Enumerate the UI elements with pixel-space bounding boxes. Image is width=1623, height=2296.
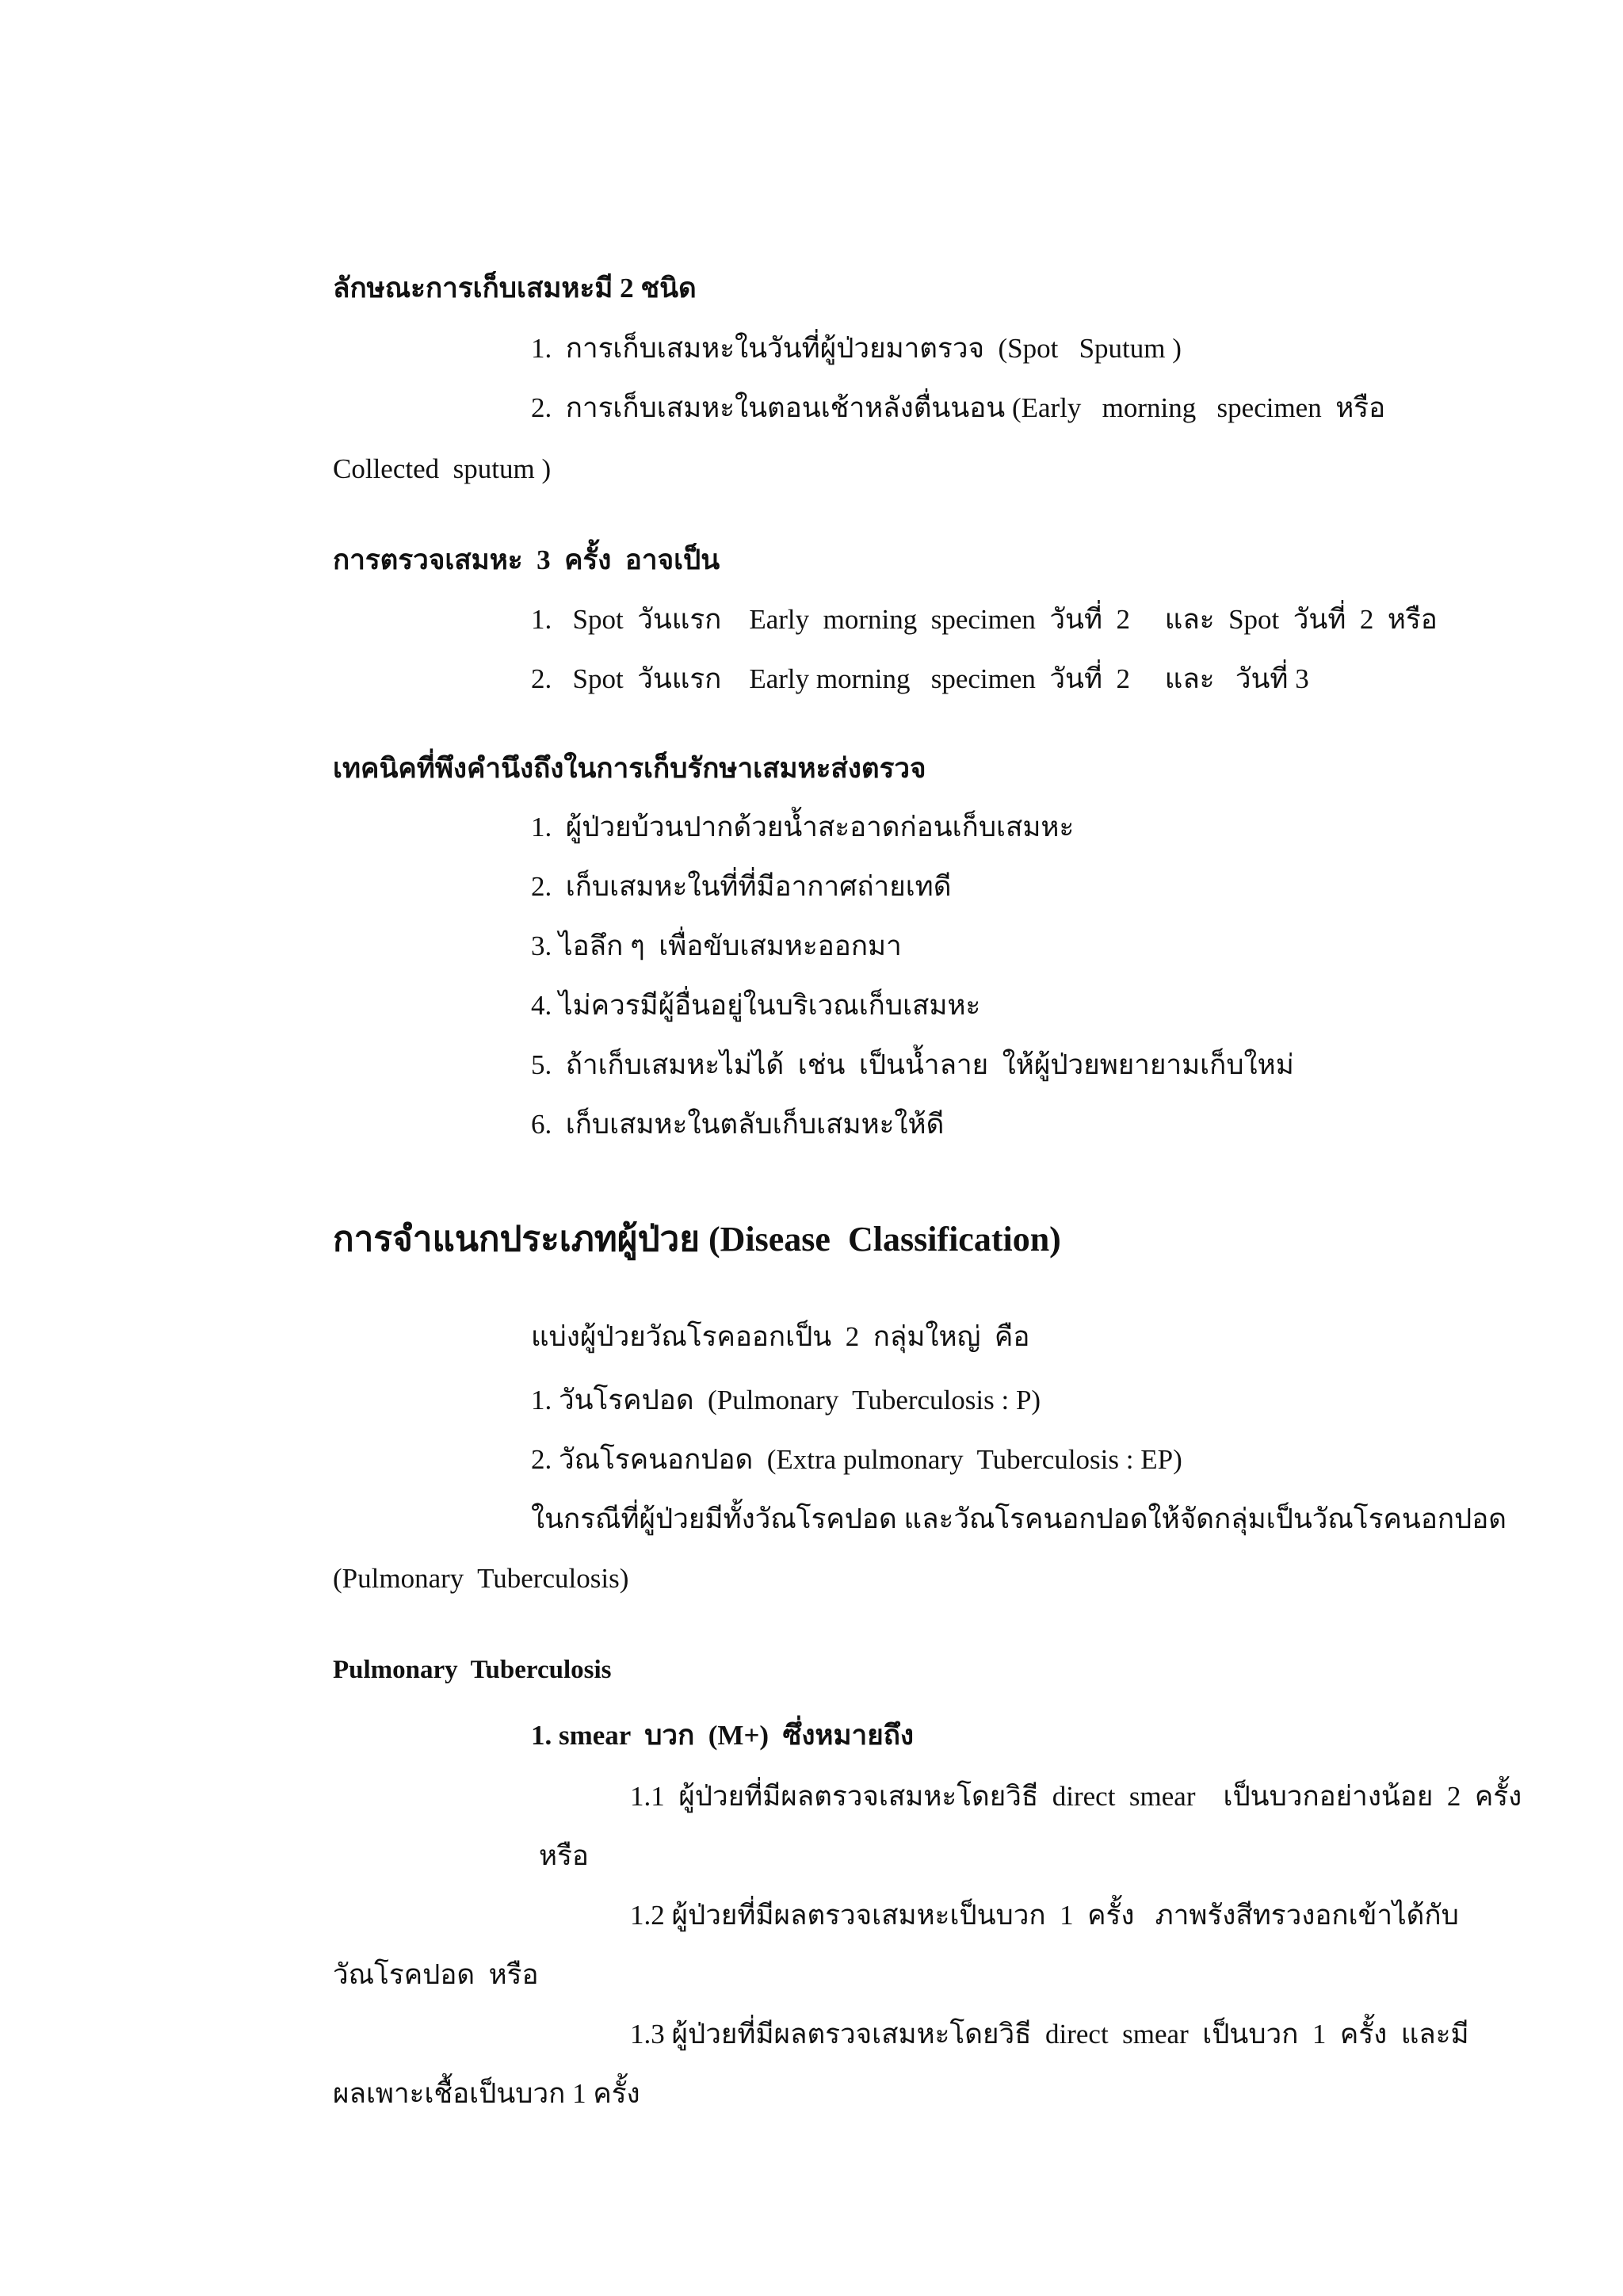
section5-item-1-1-line1: 1.1 ผู้ป่วยที่มีผลตรวจเสมหะโดยวิธี direct smear เป็นบวกอย่างน้อย 2 ครั้ง xyxy=(630,1781,1522,1812)
section2-heading: การตรวจเสมหะ 3 ครั้ง อาจเป็น xyxy=(333,544,720,575)
section2-item-2: 2. Spot วันแรก Early morning specimen วันที่ 2 และ วันที่ 3 xyxy=(531,663,1309,694)
section4-intro: แบ่งผู้ป่วยวัณโรคออกเป็น 2 กลุ่มใหญ่ คือ xyxy=(531,1321,1030,1352)
section2-item-1: 1. Spot วันแรก Early morning specimen วันที่ 2 และ Spot วันที่ 2 หรือ xyxy=(531,604,1438,635)
section1-item-2-line1: 2. การเก็บเสมหะในตอนเช้าหลังตื่นนอน (Early morning specimen หรือ xyxy=(531,392,1386,423)
section1-heading: ลักษณะการเก็บเสมหะมี 2 ชนิด xyxy=(333,273,697,304)
section5-item-1-1-line2: หรือ xyxy=(539,1840,589,1871)
section1-item-1: 1. การเก็บเสมหะในวันที่ผู้ป่วยมาตรวจ (Spot Sputum ) xyxy=(531,333,1182,364)
section3-item-3: 3. ไอลึก ๆ เพื่อขับเสมหะออกมา xyxy=(531,930,902,961)
section5-item-1-3-line2: ผลเพาะเชื้อเป็นบวก 1 ครั้ง xyxy=(333,2078,640,2109)
section3-item-4: 4. ไม่ควรมีผู้อื่นอยู่ในบริเวณเก็บเสมหะ xyxy=(531,990,981,1021)
section3-item-5: 5. ถ้าเก็บเสมหะไม่ได้ เช่น เป็นน้ำลาย ให้ผู้ป่วยพยายามเก็บใหม่ xyxy=(531,1049,1294,1080)
section4-note-line2: (Pulmonary Tuberculosis) xyxy=(333,1563,629,1594)
section1-item-2-line2: Collected sputum ) xyxy=(333,453,552,484)
section3-item-1: 1. ผู้ป่วยบ้วนปากด้วยน้ำสะอาดก่อนเก็บเสมหะ xyxy=(531,812,1075,842)
section4-note-line1: ในกรณีที่ผู้ป่วยมีทั้งวัณโรคปอด และวัณโรคนอกปอดให้จัดกลุ่มเป็นวัณโรคนอกปอด xyxy=(531,1503,1507,1534)
section5-item-1-3-line1: 1.3 ผู้ป่วยที่มีผลตรวจเสมหะโดยวิธี direct smear เป็นบวก 1 ครั้ง และมี xyxy=(630,2019,1469,2050)
section4-heading: การจำแนกประเภทผู้ป่วย (Disease Classification) xyxy=(333,1220,1061,1259)
section5-item-1-2-line2: วัณโรคปอด หรือ xyxy=(333,1959,539,1990)
section3-item-6: 6. เก็บเสมหะในตลับเก็บเสมหะให้ดี xyxy=(531,1109,945,1140)
section5-heading: Pulmonary Tuberculosis xyxy=(333,1656,612,1684)
section5-item-1-2-line1: 1.2 ผู้ป่วยที่มีผลตรวจเสมหะเป็นบวก 1 ครั้ง ภาพรังสีทรวงอกเข้าได้กับ xyxy=(630,1900,1459,1931)
section4-item-1: 1. วันโรคปอด (Pulmonary Tuberculosis : P) xyxy=(531,1385,1041,1415)
section4-item-2: 2. วัณโรคนอกปอด (Extra pulmonary Tuberculosis : EP) xyxy=(531,1444,1182,1475)
section3-item-2: 2. เก็บเสมหะในที่ที่มีอากาศถ่ายเทดี xyxy=(531,871,952,902)
section3-heading: เทคนิคที่พึงคำนึงถึงในการเก็บรักษาเสมหะส่งตรวจ xyxy=(333,753,926,784)
section5-subheading: 1. smear บวก (M+) ซึ่งหมายถึง xyxy=(531,1720,914,1751)
